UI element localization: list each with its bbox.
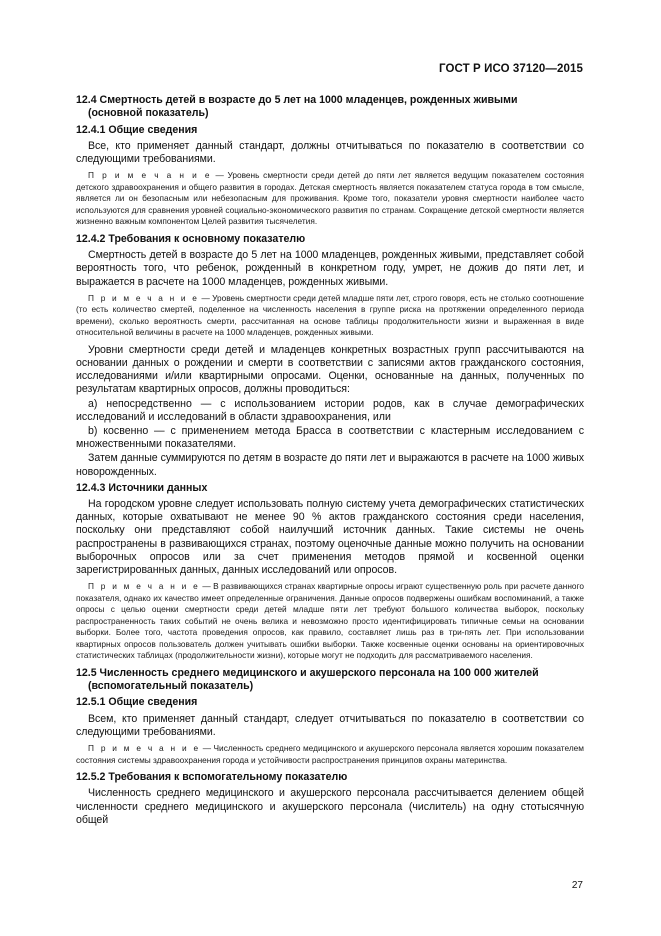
note-text: — Уровень смертности среди детей младше пяти лет, строго говоря, есть не столько соотношение (то есть количество смертей, поделенное на численность населения в группе риска на протяжении определенного периода времени), сколько вероятность смерти, рассчитанная на основе таблицы продолжительности жизни и выраженная в виде относительной величины в расчете на 1000 младенцев, рожденных живыми. [76,292,584,338]
section-12-4-2-text3: Затем данные суммируются по детям в возрасте до пяти лет и выражаются в расчете на 1000 живых новорожденных. [76,452,584,478]
list-item-a: а) непосредственно — с использованием истории родов, как в случае демографических исследований и исследований в области здравоохранения, или [76,397,584,423]
note-text: — В развивающихся странах квартирные опросы играют существенную роль при расчете данного показателя, однако их качество имеет определенные ограничения. Данные опросов подвержены ошибкам воспоминаний, а также опросы с целью оценки смертности среди детей младше пяти лет требуют большого количества выборок, поскольку распространенность таких событий не очень велика и невозможно просто идентифицировать типичные семьи на основании выборки. Более того, частота проведения опросов, как правило, составляет лишь раз в три-пять лет. При использовании квартирных опросов пользователь должен учитывать ошибки выборки. Также косвенные оценки основаны на ориентировочных статистических таблицах (продолжительности жизни), которые могут не подходить для рассматриваемого населения. [76,581,584,661]
note-text: — Численность среднего медицинского и акушерского персонала является хорошим показателем состояния системы здравоохранения города и устойчивости распространения принципов охраны материнства. [76,743,584,765]
section-12-4-2-text: Смертность детей в возрасте до 5 лет на 1000 младенцев, рожденных живыми, представляет собой вероятность того, что ребенок, рожденный в конкретном году, умрет, не дожив до пяти лет, и выражается в расчете на 1000 младенцев, рожденных живыми. [76,249,584,288]
section-12-5-title-line2: (вспомогательный показатель) [88,680,254,693]
section-12-5-2-text: Численность среднего медицинского и акушерского персонала рассчитывается делением общей численности среднего медицинского и акушерского персонала (числитель) на одну стотысячную общей [76,787,584,826]
section-12-4-heading [76,94,584,121]
section-12-4-1-note [76,170,584,228]
page-number: 27 [571,880,583,891]
section-12-4-2-text2: Уровни смертности среди детей и младенцев конкретных возрастных групп рассчитываются на основании данных о рождении и смерти в соответствии с записями актов гражданского состояния, исследованиями и/или квартирными опросами. Оценки, основанные на данных, полученных по результатам квартирных опросов, должны проводиться: [76,343,584,396]
document-header: ГОСТ Р ИСО 37120—2015 [438,63,583,75]
note-label: П р и м е ч а н и е [88,581,200,592]
section-12-4-title-line1: 12.4 Смертность детей в возрасте до 5 лет на 1000 младенцев, рожденных живыми [76,94,518,106]
section-12-5-1-heading: 12.5.1 Общие сведения [76,696,198,709]
section-12-4-3-heading: 12.4.3 Источники данных [76,481,208,494]
note-label: П р и м е ч а н и е [88,743,201,754]
section-12-4-3-text: На городском уровне следует использовать полную систему учета демографических статистических данных, которые охватывают не менее 90 % актов гражданского состояния среди населения, поскольку они представляют собой наилучший источник данных. Такие системы не очень распространены в развивающихся странах, поэтому оценочные данные можно получить на основании выборочных опросов или за счет применения методов прямой и косвенной оценки зарегистрированных данных, данных исследований или опросов. [76,498,584,577]
section-12-4-2-note [76,293,584,339]
section-12-4-3-note [76,581,584,662]
section-12-4-title-line2: (основной показатель) [88,107,209,120]
section-12-5-title-line1: 12.5 Численность среднего медицинского и акушерского персонала на 100 000 жителей [76,666,539,679]
section-12-5-2-heading: 12.5.2 Требования к вспомогательному показателю [76,771,348,784]
document-body [76,94,584,830]
section-12-5-heading [76,667,584,694]
note-text: — Уровень смертности среди детей до пяти лет является ведущим показателем состояния детского здравоохранения и общего развития в городах. Детская смертность является показателем статуса города в том смысле, является ли он безопасным или небезопасным для проживания. Кроме того, показатели уровня смертности наиболее часто используются для сравнения уровней социально-экономического развития по странам. Сокращение детской смертности является жизненно важным компонентом Целей развития тысячелетия. [76,170,584,227]
section-12-4-1-text: Все, кто применяет данный стандарт, должны отчитываться по показателю в соответствии со следующими требованиями. [76,139,584,166]
list-item-b: b) косвенно — с применением метода Брасса в соответствии с кластерным исследованием с множественными показателями. [76,424,584,451]
section-12-4-2-heading: 12.4.2 Требования к основному показателю [76,232,306,245]
section-12-5-1-note [76,743,584,766]
note-label: П р и м е ч а н и е [88,292,200,303]
section-12-4-1-heading: 12.4.1 Общие сведения [76,123,198,136]
section-12-5-1-text: Всем, кто применяет данный стандарт, следует отчитываться по показателю в соответствии со следующими требованиями. [76,712,584,738]
note-label: П р и м е ч а н и е [88,170,212,181]
